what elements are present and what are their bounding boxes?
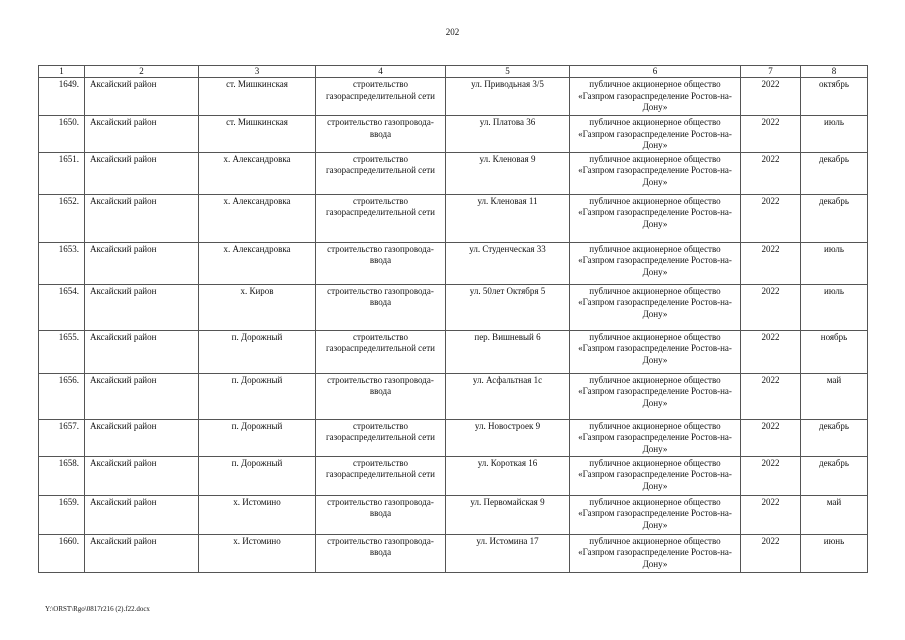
year-cell: 2022 — [741, 534, 801, 572]
work-type-cell: строительство газопровода-ввода — [316, 495, 446, 534]
settlement-cell: п. Дорожный — [199, 456, 316, 495]
page-number: 202 — [445, 27, 460, 37]
year-cell: 2022 — [741, 116, 801, 153]
district-cell: Аксайский район — [85, 456, 199, 495]
organization-cell: публичное акционерное общество «Газпром газораспределение Ростов-на-Дону» — [570, 534, 741, 572]
settlement-cell: п. Дорожный — [199, 330, 316, 373]
header-cell: 2 — [85, 66, 199, 78]
work-type-cell: строительство газораспределительной сети — [316, 419, 446, 456]
work-type-cell: строительство газораспределительной сети — [316, 456, 446, 495]
work-type-cell: строительство газопровода-ввода — [316, 284, 446, 330]
header-cell: 3 — [199, 66, 316, 78]
address-cell: ул. Истомина 17 — [446, 534, 570, 572]
row-number-cell: 1652. — [39, 194, 85, 242]
organization-cell: публичное акционерное общество «Газпром газораспределение Ростов-на-Дону» — [570, 194, 741, 242]
year-cell: 2022 — [741, 284, 801, 330]
month-cell: июнь — [801, 534, 868, 572]
table-row — [39, 284, 868, 330]
work-type-cell: строительство газораспределительной сети — [316, 330, 446, 373]
district-cell: Аксайский район — [85, 78, 199, 116]
organization-cell: публичное акционерное общество «Газпром газораспределение Ростов-на-Дону» — [570, 373, 741, 419]
year-cell: 2022 — [741, 152, 801, 194]
month-cell: декабрь — [801, 456, 868, 495]
month-cell: июль — [801, 116, 868, 153]
organization-cell: публичное акционерное общество «Газпром газораспределение Ростов-на-Дону» — [570, 330, 741, 373]
district-cell: Аксайский район — [85, 419, 199, 456]
row-number-cell: 1659. — [39, 495, 85, 534]
district-cell: Аксайский район — [85, 242, 199, 284]
table-row — [39, 419, 868, 456]
settlement-cell: х. Киров — [199, 284, 316, 330]
table-row — [39, 242, 868, 284]
year-cell: 2022 — [741, 78, 801, 116]
district-cell: Аксайский район — [85, 534, 199, 572]
year-cell: 2022 — [741, 330, 801, 373]
settlement-cell: ст. Мишкинская — [199, 116, 316, 153]
month-cell: декабрь — [801, 194, 868, 242]
organization-cell: публичное акционерное общество «Газпром газораспределение Ростов-на-Дону» — [570, 116, 741, 153]
district-cell: Аксайский район — [85, 194, 199, 242]
address-cell: ул. Приводьная 3/5 — [446, 78, 570, 116]
table-row — [39, 373, 868, 419]
work-type-cell: строительство газораспределительной сети — [316, 152, 446, 194]
table-row — [39, 495, 868, 534]
address-cell: ул. Кленовая 11 — [446, 194, 570, 242]
work-type-cell: строительство газораспределительной сети — [316, 78, 446, 116]
address-cell: ул. Кленовая 9 — [446, 152, 570, 194]
district-cell: Аксайский район — [85, 284, 199, 330]
header-cell: 8 — [801, 66, 868, 78]
table-row — [39, 152, 868, 194]
address-cell: ул. Платова 36 — [446, 116, 570, 153]
organization-cell: публичное акционерное общество «Газпром газораспределение Ростов-на-Дону» — [570, 242, 741, 284]
row-number-cell: 1650. — [39, 116, 85, 153]
work-type-cell: строительство газораспределительной сети — [316, 194, 446, 242]
header-cell: 7 — [741, 66, 801, 78]
settlement-cell: х. Александровка — [199, 152, 316, 194]
year-cell: 2022 — [741, 419, 801, 456]
organization-cell: публичное акционерное общество «Газпром газораспределение Ростов-на-Дону» — [570, 284, 741, 330]
settlement-cell: ст. Мишкинская — [199, 78, 316, 116]
table-row — [39, 78, 868, 116]
settlement-cell: п. Дорожный — [199, 373, 316, 419]
month-cell: октябрь — [801, 78, 868, 116]
year-cell: 2022 — [741, 456, 801, 495]
organization-cell: публичное акционерное общество «Газпром газораспределение Ростов-на-Дону» — [570, 152, 741, 194]
organization-cell: публичное акционерное общество «Газпром газораспределение Ростов-на-Дону» — [570, 456, 741, 495]
row-number-cell: 1656. — [39, 373, 85, 419]
month-cell: июль — [801, 242, 868, 284]
row-number-cell: 1655. — [39, 330, 85, 373]
address-cell: ул. Новостроек 9 — [446, 419, 570, 456]
row-number-cell: 1657. — [39, 419, 85, 456]
table-row — [39, 116, 868, 153]
settlement-cell: х. Александровка — [199, 194, 316, 242]
year-cell: 2022 — [741, 242, 801, 284]
table-row — [39, 330, 868, 373]
row-number-cell: 1658. — [39, 456, 85, 495]
organization-cell: публичное акционерное общество «Газпром газораспределение Ростов-на-Дону» — [570, 495, 741, 534]
month-cell: декабрь — [801, 419, 868, 456]
district-cell: Аксайский район — [85, 373, 199, 419]
organization-cell: публичное акционерное общество «Газпром газораспределение Ростов-на-Дону» — [570, 78, 741, 116]
settlement-cell: х. Истомино — [199, 495, 316, 534]
address-cell: ул. Студенческая 33 — [446, 242, 570, 284]
work-type-cell: строительство газопровода-ввода — [316, 242, 446, 284]
work-type-cell: строительство газопровода-ввода — [316, 534, 446, 572]
address-cell: ул. Короткая 16 — [446, 456, 570, 495]
work-type-cell: строительство газопровода-ввода — [316, 116, 446, 153]
footer-file-path: Y:\ORST\Rgo\0817r216 (2).f22.docx — [45, 605, 150, 613]
address-cell: ул. Асфальтная 1с — [446, 373, 570, 419]
year-cell: 2022 — [741, 495, 801, 534]
month-cell: ноябрь — [801, 330, 868, 373]
district-cell: Аксайский район — [85, 116, 199, 153]
address-cell: пер. Вишневый 6 — [446, 330, 570, 373]
district-cell: Аксайский район — [85, 330, 199, 373]
settlement-cell: п. Дорожный — [199, 419, 316, 456]
table-header-row — [39, 66, 868, 78]
header-cell: 1 — [39, 66, 85, 78]
row-number-cell: 1654. — [39, 284, 85, 330]
district-cell: Аксайский район — [85, 152, 199, 194]
row-number-cell: 1649. — [39, 78, 85, 116]
work-type-cell: строительство газопровода-ввода — [316, 373, 446, 419]
header-cell: 4 — [316, 66, 446, 78]
address-cell: ул. 50лет Октября 5 — [446, 284, 570, 330]
month-cell: май — [801, 373, 868, 419]
row-number-cell: 1653. — [39, 242, 85, 284]
row-number-cell: 1651. — [39, 152, 85, 194]
data-table — [38, 65, 868, 573]
address-cell: ул. Первомайская 9 — [446, 495, 570, 534]
settlement-cell: х. Александровка — [199, 242, 316, 284]
month-cell: май — [801, 495, 868, 534]
settlement-cell: х. Истомино — [199, 534, 316, 572]
row-number-cell: 1660. — [39, 534, 85, 572]
table-row — [39, 194, 868, 242]
header-cell: 5 — [446, 66, 570, 78]
table-row — [39, 456, 868, 495]
organization-cell: публичное акционерное общество «Газпром газораспределение Ростов-на-Дону» — [570, 419, 741, 456]
month-cell: декабрь — [801, 152, 868, 194]
table-body — [39, 66, 868, 573]
district-cell: Аксайский район — [85, 495, 199, 534]
header-cell: 6 — [570, 66, 741, 78]
year-cell: 2022 — [741, 194, 801, 242]
month-cell: июль — [801, 284, 868, 330]
year-cell: 2022 — [741, 373, 801, 419]
table-row — [39, 534, 868, 572]
